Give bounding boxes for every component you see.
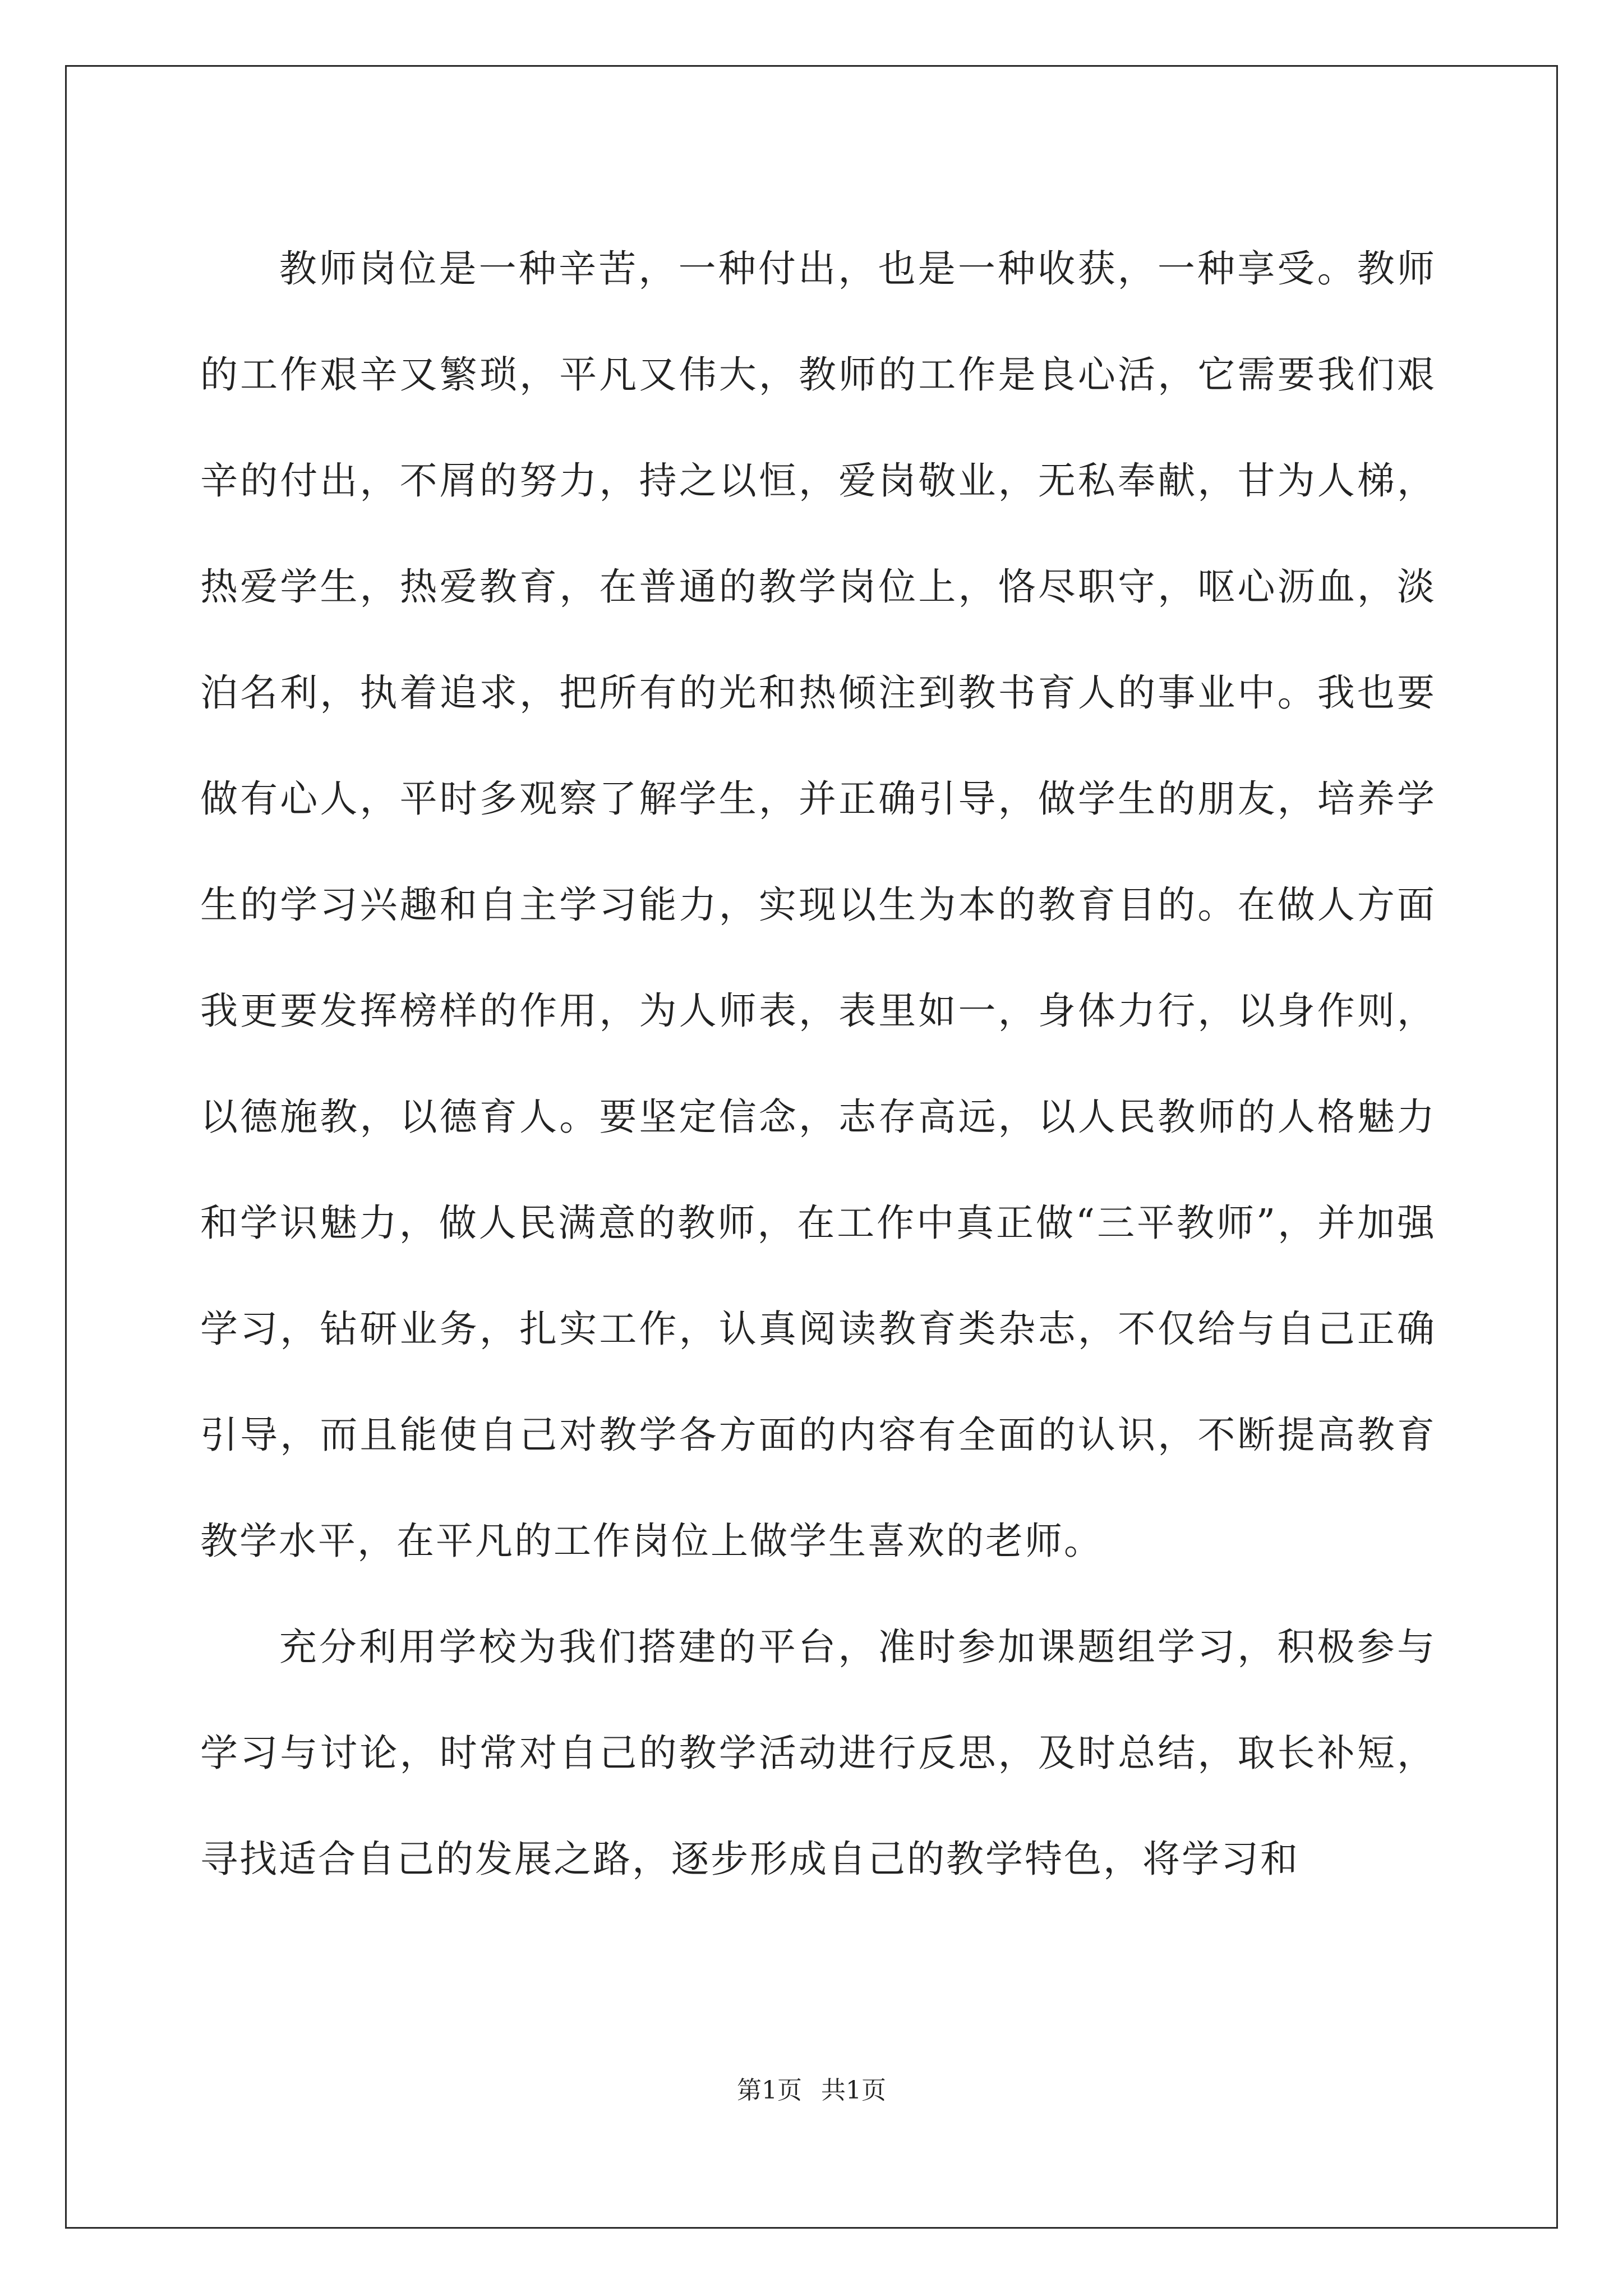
- document-body: [200, 216, 1436, 1912]
- page-footer: [0, 2070, 1623, 2106]
- page-total: 共1页: [821, 2076, 886, 2105]
- paragraph: 教师岗位是一种辛苦，一种付出，也是一种收获，一种享受。教师的工作艰辛又繁琐，平凡又伟大，教师的工作是良心活，它需要我们艰辛的付出，不屑的努力，持之以恒，爱岗敬业，无私奉献，甘为人梯，热爱学生，热爱教育，在普通的教学岗位上，恪尽职守，呕心沥血，淡泊名利，执着追求，把所有的光和热倾注到教书育人的事业中。我也要做有心人，平时多观察了解学生，并正确引导，做学生的朋友，培养学生的学习兴趣和自主学习能力，实现以生为本的教育目的。在做人方面我更要发挥榜样的作用，为人师表，表里如一，身体力行，以身作则，以德施教，以德育人。要坚定信念，志存高远，以人民教师的人格魅力和学识魅力，做人民满意的教师，在工作中真正做“三平教师”，并加强学习，钻研业务，扎实工作，认真阅读教育类杂志，不仅给与自己正确引导，而且能使自己对教学各方面的内容有全面的认识，不断提高教育教学水平，在平凡的工作岗位上做学生喜欢的老师。: [200, 247, 1436, 1563]
- page-number: 第1页: [737, 2076, 802, 2105]
- paragraph: 充分利用学校为我们搭建的平台，准时参加课题组学习，积极参与学习与讨论，时常对自己的教学活动进行反思，及时总结，取长补短，寻找适合自己的发展之路，逐步形成自己的教学特色，将学习和: [200, 1625, 1436, 1881]
